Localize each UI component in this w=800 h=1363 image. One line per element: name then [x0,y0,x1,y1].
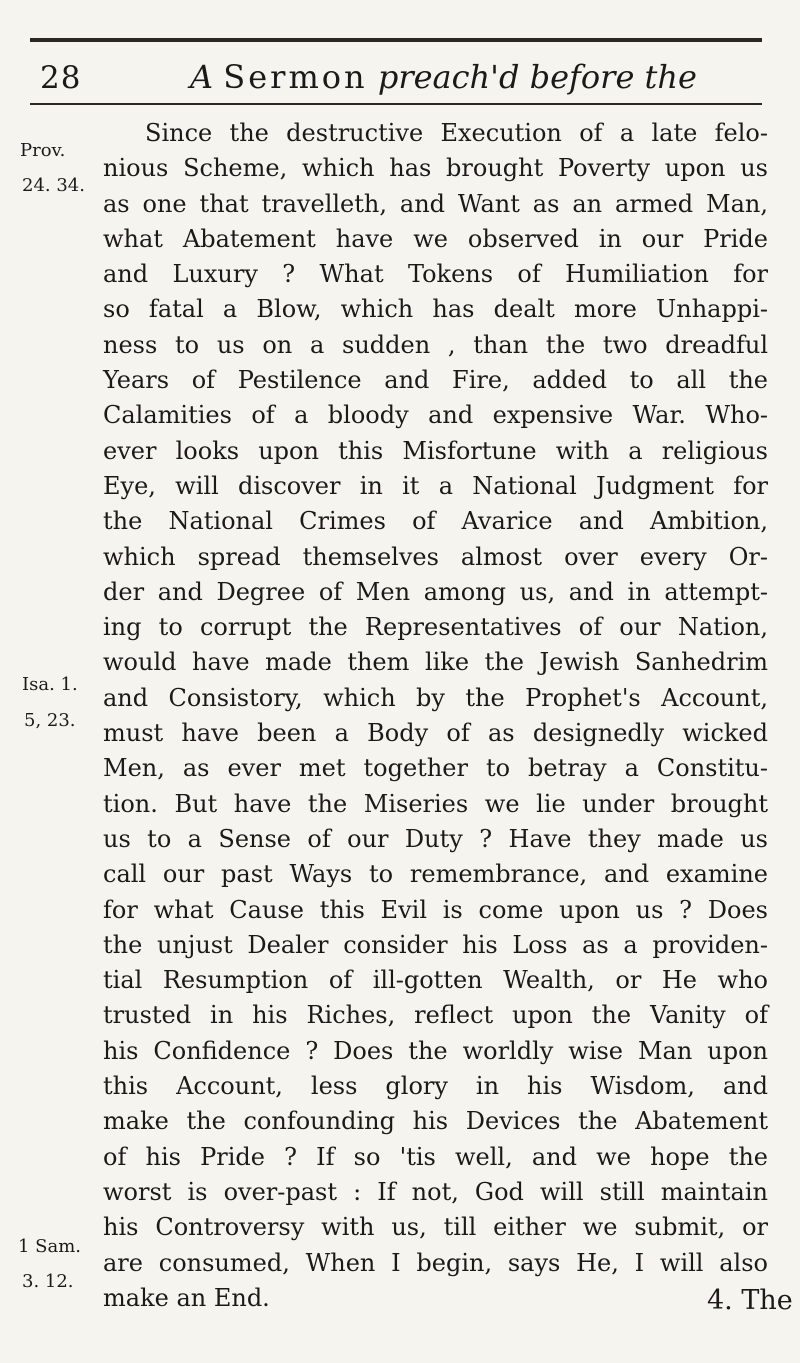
body-line: which spread themselves almost over every Or- [103,542,768,571]
body-line: nious Scheme, which has brought Poverty upon us [103,154,768,183]
margin-note-isa-ref: 5, 23. [24,710,76,731]
body-line: make an End. [103,1283,270,1312]
body-line: us to a Sense of our Duty ? Have they made us [103,824,768,853]
margin-note-sam-ref: 3. 12. [22,1271,74,1292]
body-line: the National Crimes of Avarice and Ambition, [103,507,768,536]
running-head [190,58,697,96]
body-line: Eye, will discover in it a National Judgment for [103,471,768,500]
page-number: 28 [40,60,82,96]
body-line: der and Degree of Men among us, and in attempt- [103,577,768,606]
top-rule [30,38,762,42]
body-line: so fatal a Blow, which has dealt more Unhappi- [103,295,768,324]
body-line: call our past Ways to remembrance, and examine [103,860,768,889]
margin-note-prov: Prov. [20,140,66,161]
body-line: and Consistory, which by the Prophet's Account, [103,683,768,712]
body-line: and Luxury ? What Tokens of Humiliation for [103,260,768,289]
margin-note-prov-ref: 24. 34. [22,175,85,196]
running-head-article: A [190,58,214,96]
body-line: make the confounding his Devices the Abatement [103,1107,768,1136]
header-rule [30,103,762,105]
body-line: must have been a Body of as designedly wicked [103,719,768,748]
body-line: the unjust Dealer consider his Loss as a providen- [103,930,768,959]
sermon-body-text [103,116,768,1316]
body-line: would have made them like the Jewish Sanhedrim [103,648,768,677]
body-line: ing to corrupt the Representatives of our Nation, [103,613,768,642]
body-line: worst is over-past : If not, God will still maintain [103,1177,768,1206]
page-header [30,58,762,102]
body-line: Since the destructive Execution of a late felo- [145,119,768,147]
body-line: his Controversy with us, till either we submit, or [103,1213,768,1242]
body-line: tion. But have the Miseries we lie under brought [103,789,768,818]
body-line: trusted in his Riches, reflect upon the Vanity of [103,1001,768,1030]
margin-note-sam: 1 Sam. [18,1236,82,1257]
body-line: his Confidence ? Does the worldly wise Man upon [103,1036,768,1065]
body-line: this Account, less glory in his Wisdom, and [103,1072,768,1101]
body-line: ness to us on a sudden , than the two dreadful [103,330,768,359]
body-line: Men, as ever met together to betray a Constitu- [103,754,768,783]
body-line: for what Cause this Evil is come upon us ? Does [103,895,768,924]
body-line: ever looks upon this Misfortune with a religious [103,436,768,465]
catchword: 4. The [707,1285,793,1316]
body-line: tial Resumption of ill-gotten Wealth, or He who [103,966,768,995]
body-line: of his Pride ? If so 'tis well, and we hope the [103,1142,768,1171]
margin-note-isa: Isa. 1. [22,674,78,695]
running-head-italic: preach'd before the [377,58,697,96]
body-line: are consumed, When I begin, says He, I will also [103,1248,768,1277]
body-line: as one that travelleth, and Want as an armed Man, [103,189,768,218]
body-line: Years of Pestilence and Fire, added to all the [103,366,768,395]
body-line: Calamities of a bloody and expensive War. Who- [103,401,768,430]
body-line: what Abatement have we observed in our Pride [103,224,768,253]
running-head-word: Sermon [223,58,368,96]
